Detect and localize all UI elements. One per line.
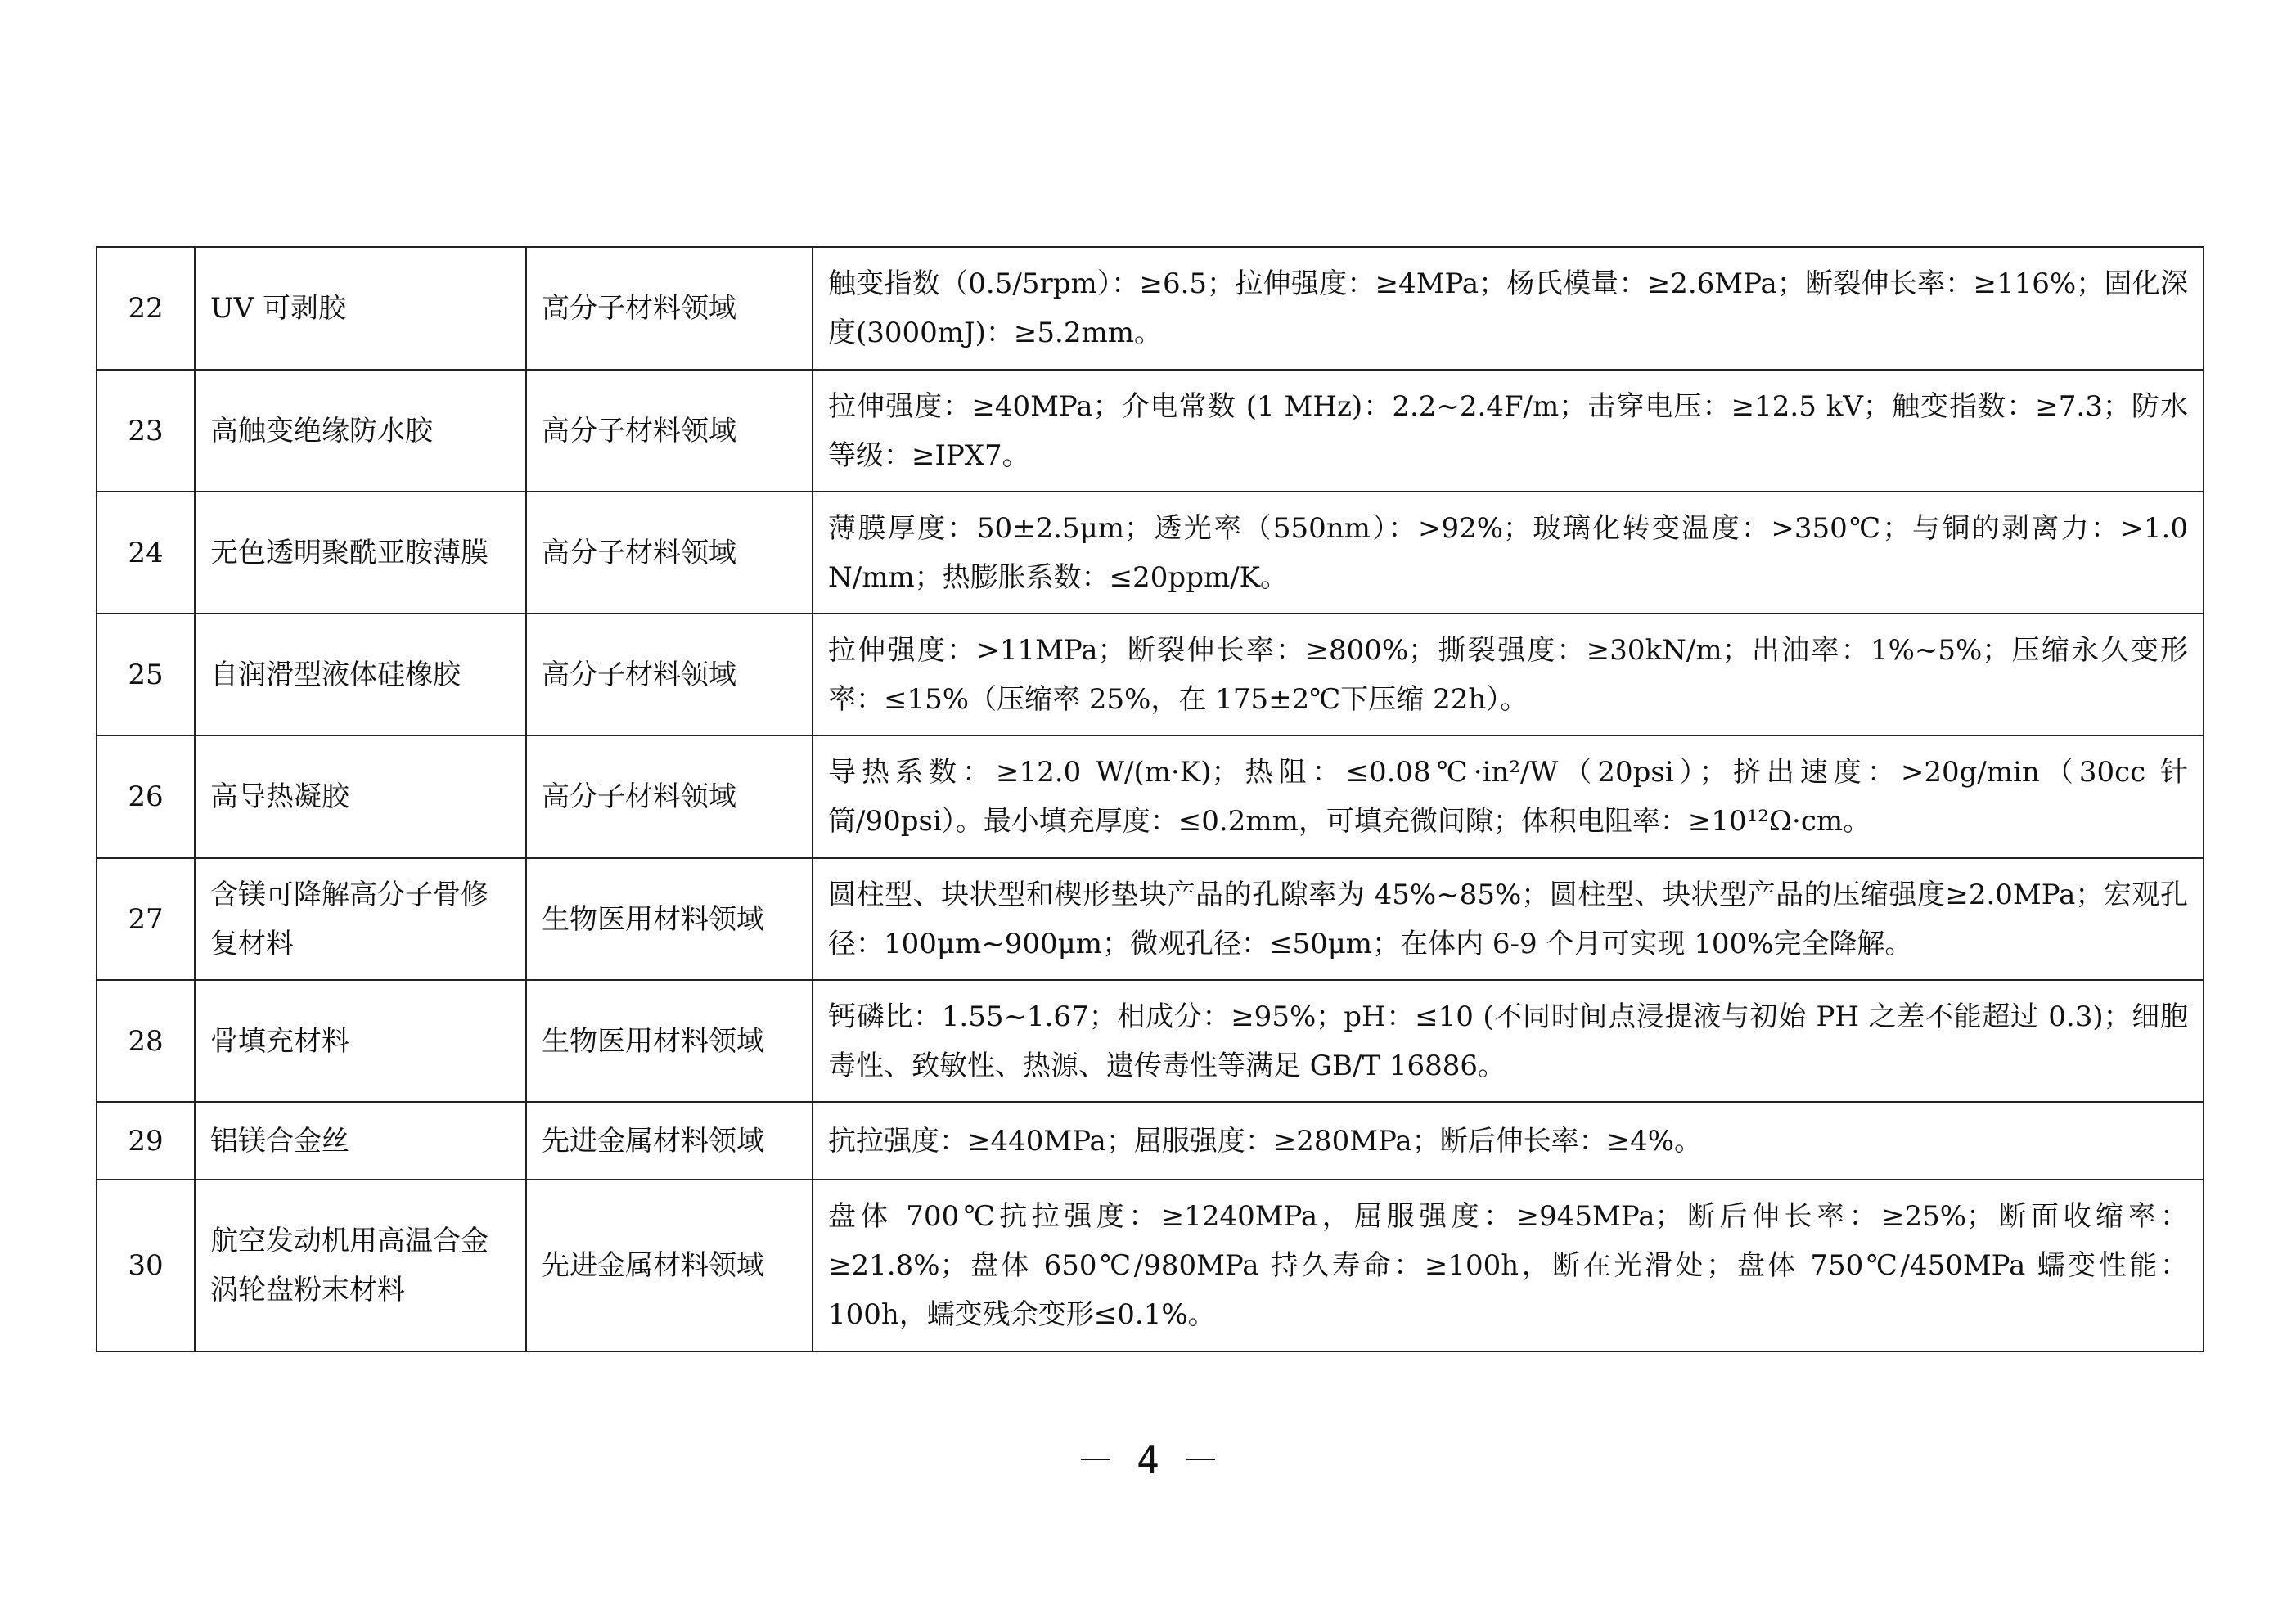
table-row xyxy=(97,1180,2204,1351)
material-spec: 拉伸强度：>11MPa；断裂伸长率：≥800%；撕裂强度：≥30kN/m；出油率：1%~5%；压缩永久变形率：≤15%（压缩率 25%，在 175±2℃下压缩 22h）。 xyxy=(813,614,2204,735)
material-field: 生物医用材料领域 xyxy=(526,858,813,980)
table-row xyxy=(97,980,2204,1102)
material-name: 铝镁合金丝 xyxy=(195,1102,526,1180)
material-spec: 圆柱型、块状型和楔形垫块产品的孔隙率为 45%~85%；圆柱型、块状型产品的压缩强度≥2.0MPa；宏观孔径：100μm~900μm；微观孔径：≤50μm；在体内 6-9 个月可实现 100%完全降解。 xyxy=(813,858,2204,980)
row-number: 30 xyxy=(97,1180,195,1351)
material-field: 高分子材料领域 xyxy=(526,247,813,370)
material-name: 高触变绝缘防水胶 xyxy=(195,370,526,492)
material-spec: 拉伸强度：≥40MPa；介电常数 (1 MHz)：2.2~2.4F/m；击穿电压：≥12.5 kV；触变指数：≥7.3；防水等级：≥IPX7。 xyxy=(813,370,2204,492)
table-row xyxy=(97,370,2204,492)
row-number: 22 xyxy=(97,247,195,370)
page-number: － 4 － xyxy=(1076,1438,1220,1482)
material-spec: 抗拉强度：≥440MPa；屈服强度：≥280MPa；断后伸长率：≥4%。 xyxy=(813,1102,2204,1180)
material-name: 自润滑型液体硅橡胶 xyxy=(195,614,526,735)
material-field: 高分子材料领域 xyxy=(526,492,813,614)
table-row xyxy=(97,492,2204,614)
material-name: 无色透明聚酰亚胺薄膜 xyxy=(195,492,526,614)
material-spec: 钙磷比：1.55~1.67；相成分：≥95%；pH：≤10 (不同时间点浸提液与初始 PH 之差不能超过 0.3)；细胞毒性、致敏性、热源、遗传毒性等满足 GB/T 16886。 xyxy=(813,980,2204,1102)
material-spec: 盘体 700℃抗拉强度：≥1240MPa，屈服强度：≥945MPa；断后伸长率：≥25%；断面收缩率：≥21.8%；盘体 650℃/980MPa 持久寿命：≥100h，断在光滑处；盘体 750℃/450MPa 蠕变性能：100h，蠕变残余变形≤0.1%。 xyxy=(813,1180,2204,1351)
materials-spec-table xyxy=(96,246,2204,1352)
material-name: 航空发动机用高温合金涡轮盘粉末材料 xyxy=(195,1180,526,1351)
row-number: 25 xyxy=(97,614,195,735)
table-row xyxy=(97,614,2204,735)
material-name: 高导热凝胶 xyxy=(195,735,526,858)
table-row xyxy=(97,735,2204,858)
material-spec: 触变指数（0.5/5rpm）：≥6.5；拉伸强度：≥4MPa；杨氏模量：≥2.6MPa；断裂伸长率：≥116%；固化深度(3000mJ)：≥5.2mm。 xyxy=(813,247,2204,370)
material-field: 高分子材料领域 xyxy=(526,735,813,858)
table-row xyxy=(97,247,2204,370)
table-row xyxy=(97,1102,2204,1180)
row-number: 29 xyxy=(97,1102,195,1180)
material-field: 先进金属材料领域 xyxy=(526,1180,813,1351)
material-field: 高分子材料领域 xyxy=(526,370,813,492)
row-number: 23 xyxy=(97,370,195,492)
table-row xyxy=(97,858,2204,980)
material-name: 含镁可降解高分子骨修复材料 xyxy=(195,858,526,980)
material-name: UV 可剥胶 xyxy=(195,247,526,370)
row-number: 27 xyxy=(97,858,195,980)
row-number: 26 xyxy=(97,735,195,858)
material-field: 先进金属材料领域 xyxy=(526,1102,813,1180)
material-name: 骨填充材料 xyxy=(195,980,526,1102)
material-spec: 导热系数：≥12.0 W/(m·K)；热阻：≤0.08℃·in²/W（20psi）；挤出速度：>20g/min（30cc 针筒/90psi）。最小填充厚度：≤0.2mm，可填充微间隙；体积电阻率：≥10¹²Ω·cm。 xyxy=(813,735,2204,858)
material-field: 高分子材料领域 xyxy=(526,614,813,735)
row-number: 28 xyxy=(97,980,195,1102)
row-number: 24 xyxy=(97,492,195,614)
material-spec: 薄膜厚度：50±2.5μm；透光率（550nm）：>92%；玻璃化转变温度：>350℃；与铜的剥离力：>1.0 N/mm；热膨胀系数：≤20ppm/K。 xyxy=(813,492,2204,614)
material-field: 生物医用材料领域 xyxy=(526,980,813,1102)
